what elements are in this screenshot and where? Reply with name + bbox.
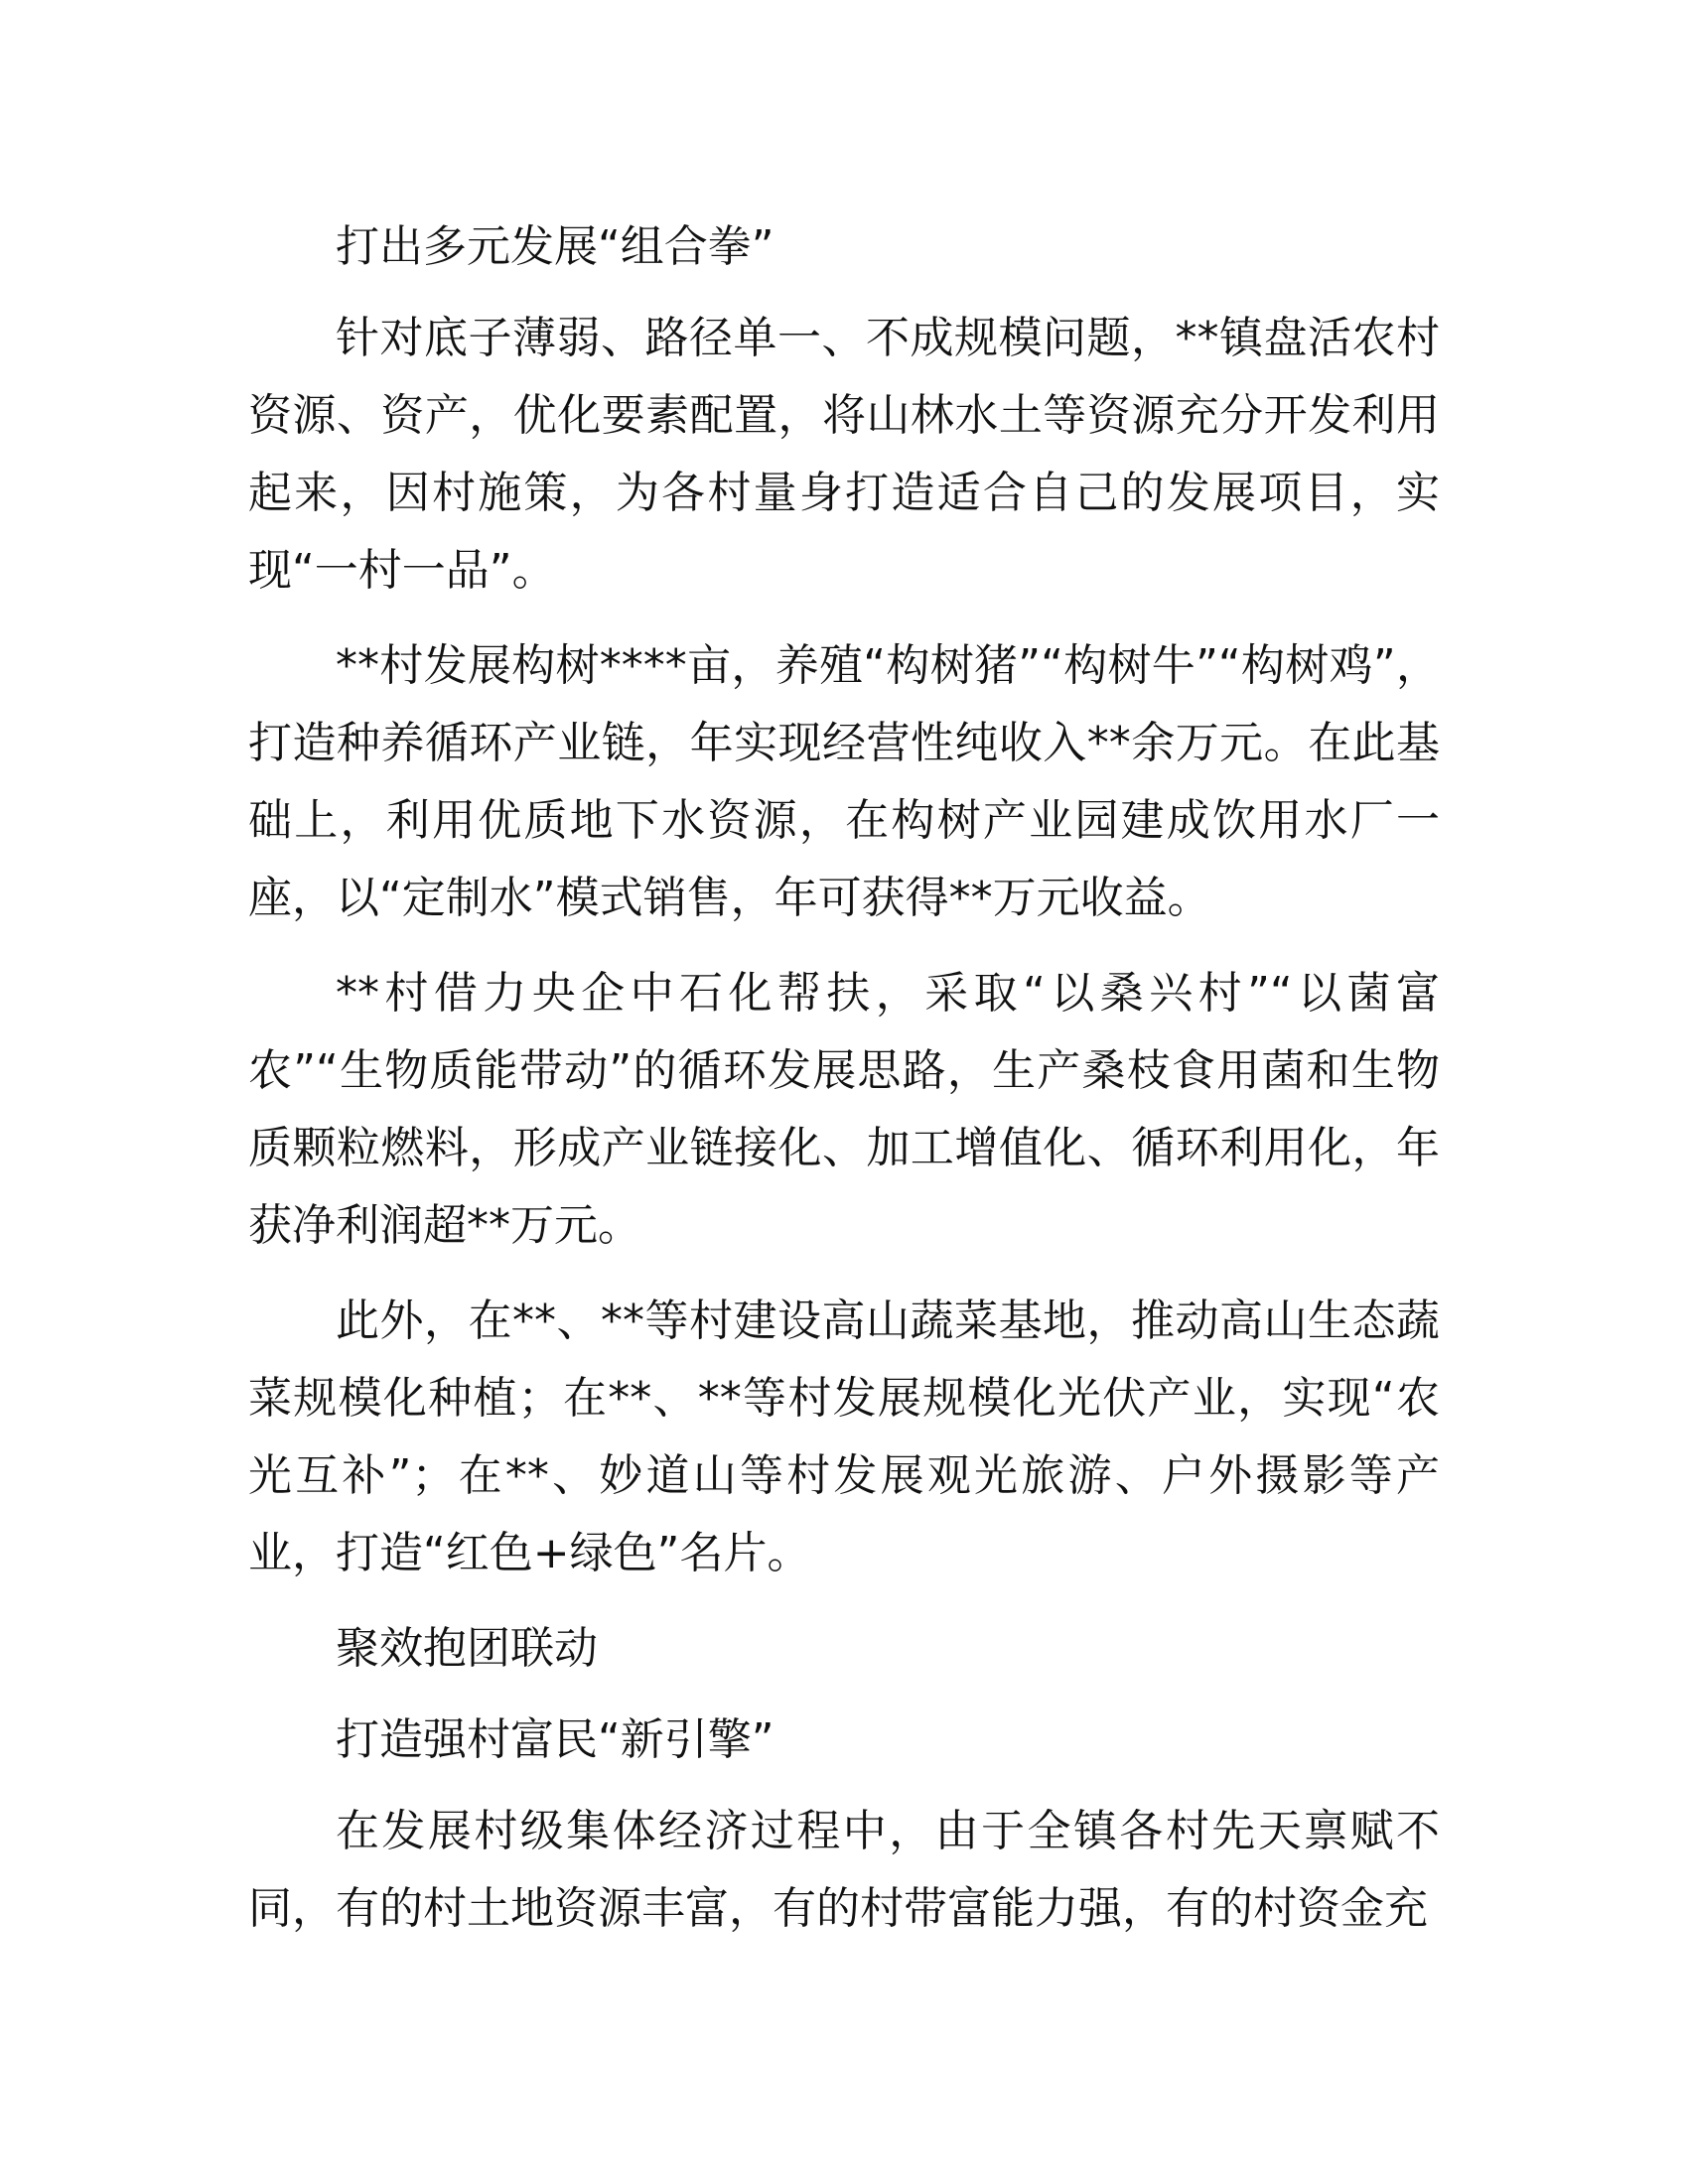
section-heading-combination: 打出多元发展“组合拳” <box>336 221 774 272</box>
paragraph-other-industries: 此外，在**、**等村建设高山蔬菜基地，推动高山生态蔬菜规模化种植；在**、**等村发展规模化光伏产业，实现“农光互补”；在**、妙道山等村发展观光旅游、户外摄影等产业，打造“红色+绿色”名片。 <box>248 1296 1440 1578</box>
paragraph-resource-activation: 针对底子薄弱、路径单一、不成规模问题，**镇盘活农村资源、资产，优化要素配置，将山林水土等资源充分开发利用起来，因村施策，为各村量身打造适合自己的发展项目，实现“一村一品”。 <box>248 313 1440 596</box>
paragraph-collective-economy: 在发展村级集体经济过程中，由于全镇各村先天禀赋不同，有的村土地资源丰富，有的村带富能力强，有的村资金充 <box>248 1806 1440 1934</box>
paragraph-paper-mulberry: **村发展构树****亩，养殖“构树猪”“构树牛”“构树鸡”，打造种养循环产业链，年实现经营性纯收入**余万元。在此基础上，利用优质地下水资源，在构树产业园建成饮用水厂一座，以“定制水”模式销售，年可获得**万元收益。 <box>248 640 1440 923</box>
paragraph-sinopec-support: **村借力央企中石化帮扶，采取“以桑兴村”“以菌富农”“生物质能带动”的循环发展思路，生产桑枝食用菌和生物质颗粒燃料，形成产业链接化、加工增值化、循环利用化，年获净利润超**万元。 <box>248 968 1440 1251</box>
section-heading-joint-action: 聚效抱团联动 <box>336 1623 598 1674</box>
section-heading-new-engine: 打造强村富民“新引擎” <box>336 1714 774 1765</box>
document-page <box>248 208 1440 1966</box>
